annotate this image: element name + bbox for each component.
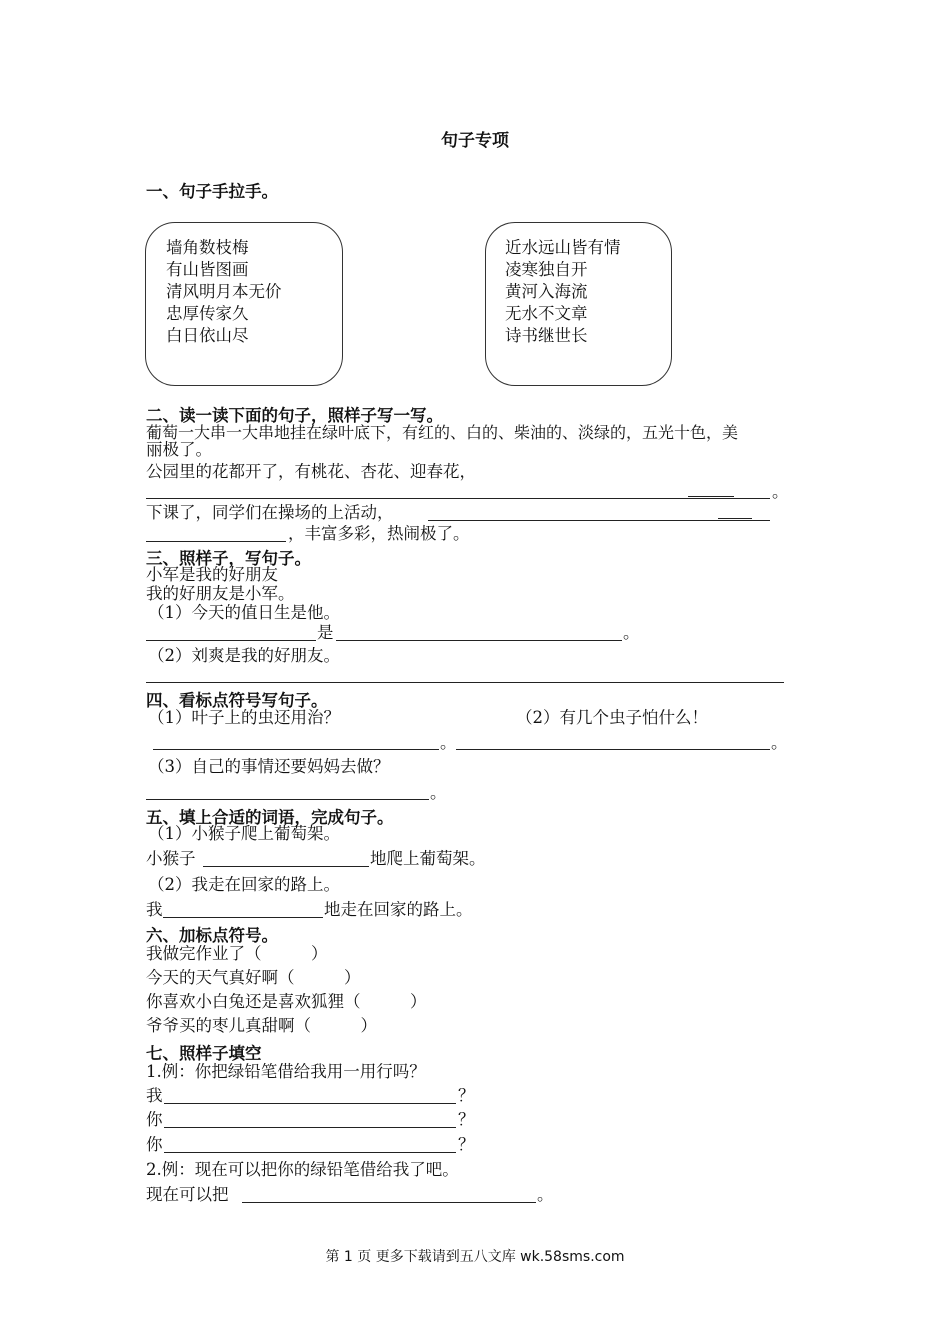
answer-prefix: 你 <box>146 1110 163 1129</box>
question-mark: ？ <box>458 1110 475 1129</box>
question-text: 下课了，同学们在操场的上活动， <box>146 503 394 522</box>
section-4-heading: 四、看标点符号写句子。 <box>146 691 328 710</box>
punctuation-item[interactable]: 你喜欢小白兔还是喜欢狐狸（ ） <box>146 992 427 1011</box>
section-5-heading: 五、填上合适的词语，完成句子。 <box>146 808 394 827</box>
answer-prefix: 现在可以把 <box>146 1185 229 1204</box>
answer-suffix: 地爬上葡萄架。 <box>370 849 486 868</box>
answer-line[interactable] <box>428 520 770 521</box>
section-1-heading: 一、句子手拉手。 <box>146 182 278 201</box>
period-mark: 。 <box>772 482 789 501</box>
section-2-heading: 二、读一读下面的句子，照样子写一写。 <box>146 406 443 425</box>
phrase-item: 黄河入海流 <box>505 282 588 301</box>
question-text: （1）小猴子爬上葡萄架。 <box>148 824 340 843</box>
question-text: 公园里的花都开了，有桃花、杏花、迎春花， <box>146 462 476 481</box>
question-text: ，丰富多彩，热闹极了。 <box>288 524 470 543</box>
answer-line[interactable] <box>146 799 429 800</box>
period-mark: 。 <box>771 733 788 752</box>
answer-suffix: 地走在回家的路上。 <box>324 900 473 919</box>
punctuation-item[interactable]: 我做完作业了（ ） <box>146 944 328 963</box>
question-text: （2）有几个虫子怕什么！ <box>516 708 708 727</box>
answer-prefix: 小猴子 <box>146 849 196 868</box>
period-mark: 。 <box>537 1185 554 1204</box>
example-sentence-cont: 丽极了。 <box>146 440 212 459</box>
phrase-item: 清风明月本无价 <box>166 282 282 301</box>
phrase-item: 忠厚传家久 <box>166 304 249 323</box>
question-text: （1）叶子上的虫还用治？ <box>148 708 340 727</box>
example-sentence: 葡萄一大串一大串地挂在绿叶底下，有红的、白的、柴油的、淡绿的，五光十色，美 <box>146 423 739 442</box>
phrase-item: 近水远山皆有情 <box>505 238 621 257</box>
question-text: （2）刘爽是我的好朋友。 <box>148 646 340 665</box>
answer-line[interactable] <box>163 917 323 918</box>
period-mark: 。 <box>430 783 447 802</box>
phrase-item: 无水不文章 <box>505 304 588 323</box>
answer-line[interactable] <box>456 749 770 750</box>
period-mark: 。 <box>440 733 457 752</box>
example-sentence: 小军是我的好朋友 <box>146 565 278 584</box>
page-footer: 第 1 页 更多下载请到五八文库 wk.58sms.com <box>325 1249 625 1265</box>
answer-line[interactable] <box>146 541 286 542</box>
phrase-item: 凌寒独自开 <box>505 260 588 279</box>
example-sentence: 我的好朋友是小军。 <box>146 584 295 603</box>
answer-line[interactable] <box>336 640 622 641</box>
example-sentence: 1.例：你把绿铅笔借给我用一用行吗？ <box>146 1062 426 1081</box>
punctuation-item[interactable]: 今天的天气真好啊（ ） <box>146 968 361 987</box>
answer-line[interactable] <box>164 1152 456 1153</box>
question-text: （3）自己的事情还要妈妈去做？ <box>148 757 390 776</box>
section-6-heading: 六、加标点符号。 <box>146 926 278 945</box>
answer-line-mark <box>718 518 752 519</box>
answer-prefix: 你 <box>146 1135 163 1154</box>
section-7-heading: 七、照样子填空 <box>146 1044 262 1063</box>
answer-line[interactable] <box>146 498 770 499</box>
answer-line[interactable] <box>153 749 439 750</box>
section-3-heading: 三、照样子，写句子。 <box>146 549 311 568</box>
answer-line[interactable] <box>164 1103 456 1104</box>
answer-line[interactable] <box>146 682 784 683</box>
answer-prefix: 我 <box>146 900 163 919</box>
example-sentence: 2.例：现在可以把你的绿铅笔借给我了吧。 <box>146 1160 459 1179</box>
page-title: 句子专项 <box>441 131 509 151</box>
phrase-item: 墙角数枝梅 <box>166 238 249 257</box>
punctuation-item[interactable]: 爷爷买的枣儿真甜啊（ ） <box>146 1016 377 1035</box>
answer-line[interactable] <box>164 1127 456 1128</box>
answer-line-mark <box>688 496 734 497</box>
phrase-item: 白日依山尽 <box>166 326 249 345</box>
question-mark: ？ <box>458 1086 475 1105</box>
phrase-item: 诗书继世长 <box>505 326 588 345</box>
question-text: （2）我走在回家的路上。 <box>148 875 340 894</box>
answer-line[interactable] <box>146 640 316 641</box>
question-mark: ？ <box>458 1135 475 1154</box>
question-text: （1）今天的值日生是他。 <box>148 603 340 622</box>
phrase-item: 有山皆图画 <box>166 260 249 279</box>
answer-line[interactable] <box>242 1202 536 1203</box>
answer-line[interactable] <box>203 866 369 867</box>
left-phrase-list <box>166 237 282 347</box>
answer-prefix: 我 <box>146 1086 163 1105</box>
linking-word: 是 <box>317 623 334 642</box>
right-phrase-list <box>505 237 621 347</box>
period-mark: 。 <box>623 623 640 642</box>
